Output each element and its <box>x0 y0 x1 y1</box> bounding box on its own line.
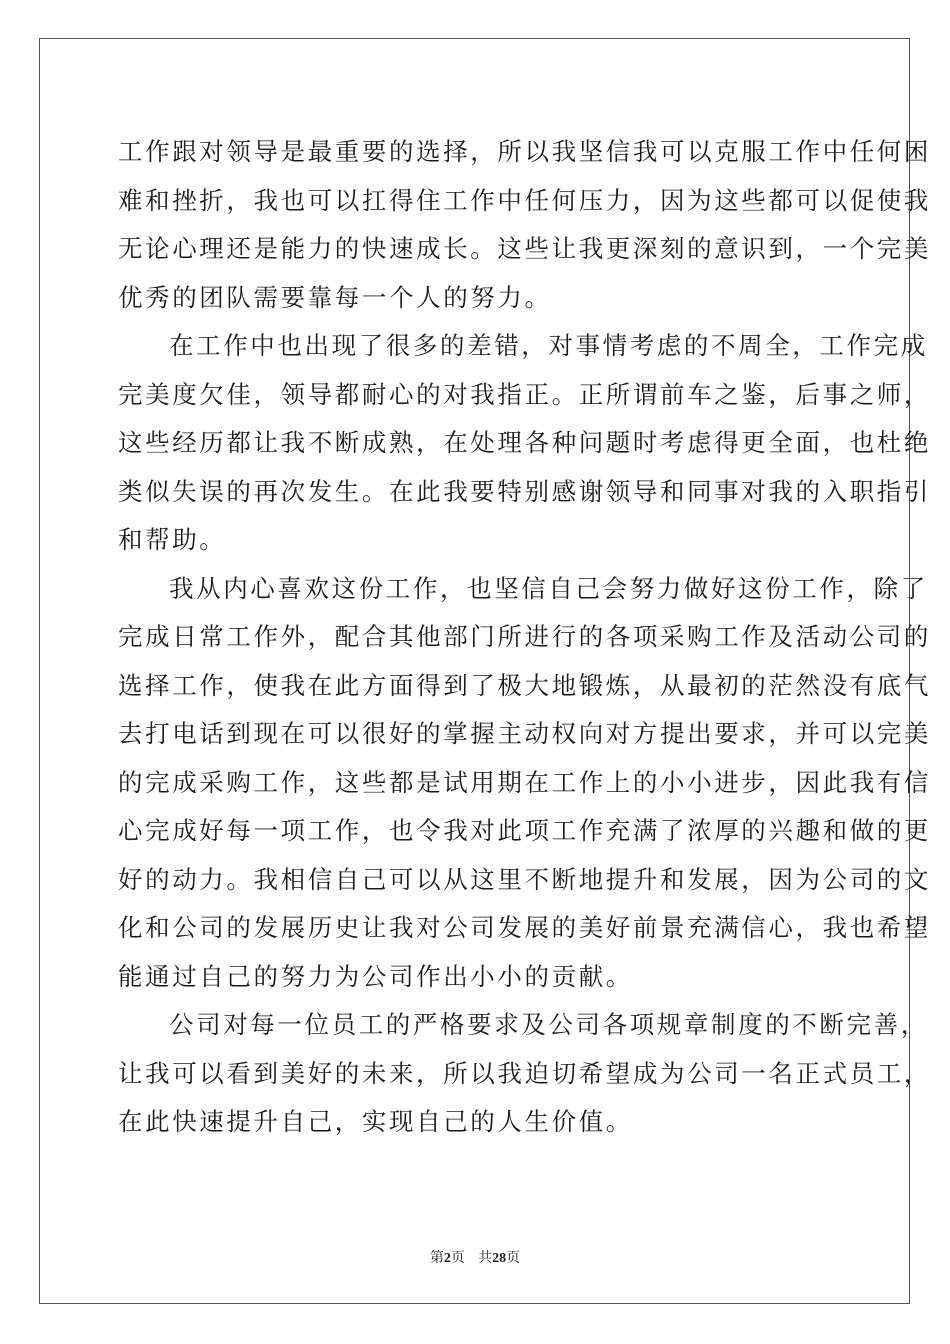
page-suffix: 页 <box>450 1250 465 1266</box>
text-line: 优秀的团队需要靠每一个人的努力。 <box>118 282 552 312</box>
paragraph-2 <box>118 322 931 565</box>
text-line: 选择工作，使我在此方面得到了极大地锻炼，从最初的茫然没有底气 <box>118 670 931 700</box>
document-body <box>118 128 931 1147</box>
text-line: 无论心理还是能力的快速成长。这些让我更深刻的意识到，一个完美 <box>118 234 931 263</box>
paragraph-3 <box>118 565 931 1002</box>
text-line: 在此快速提升自己，实现自己的人生价值。 <box>118 1107 633 1136</box>
total-suffix: 页 <box>506 1250 521 1266</box>
paragraph-4 <box>118 1001 931 1147</box>
text-line: 去打电话到现在可以很好的掌握主动权向对方提出要求，并可以完美 <box>118 719 931 748</box>
text-line: 类似失误的再次发生。在此我要特别感谢领导和同事对我的入职指引 <box>118 476 931 506</box>
text-line: 化和公司的发展历史让我对公司发展的美好前景充满信心，我也希望 <box>118 913 931 942</box>
text-line: 工作跟对领导是最重要的选择，所以我坚信我可以克服工作中任何困 <box>118 137 931 166</box>
text-line: 好的动力。我相信自己可以从这里不断地提升和发展，因为公司的文 <box>118 864 931 894</box>
text-line: 让我可以看到美好的未来，所以我迫切希望成为公司一名正式员工， <box>118 1058 931 1088</box>
text-line: 难和挫折，我也可以扛得住工作中任何压力，因为这些都可以促使我 <box>118 185 931 215</box>
text-line: 公司对每一位员工的严格要求及公司各项规章制度的不断完善， <box>169 1010 928 1039</box>
text-line: 能通过自己的努力为公司作出小小的贡献。 <box>118 961 633 991</box>
total-prefix: 共 <box>478 1250 493 1266</box>
text-line: 完美度欠佳，领导都耐心的对我指正。正所谓前车之鉴，后事之师， <box>118 379 931 409</box>
page-prefix: 第 <box>429 1250 444 1266</box>
text-line: 完成日常工作外，配合其他部门所进行的各项采购工作及活动公司的 <box>118 622 931 651</box>
page-footer <box>0 1247 950 1267</box>
total-pages: 28 <box>492 1251 507 1266</box>
text-line: 的完成采购工作，这些都是试用期在工作上的小小进步，因此我有信 <box>118 767 931 797</box>
text-line: 在工作中也出现了很多的差错，对事情考虑的不周全，工作完成 <box>169 331 928 360</box>
text-line: 我从内心喜欢这份工作，也坚信自己会努力做好这份工作，除了 <box>169 573 928 603</box>
text-line: 这些经历都让我不断成熟，在处理各种问题时考虑得更全面，也杜绝 <box>118 428 931 457</box>
paragraph-1 <box>118 128 931 322</box>
text-line: 和帮助。 <box>118 525 227 554</box>
page-number: 2 <box>443 1251 451 1266</box>
text-line: 心完成好每一项工作，也令我对此项工作充满了浓厚的兴趣和做的更 <box>118 816 931 845</box>
